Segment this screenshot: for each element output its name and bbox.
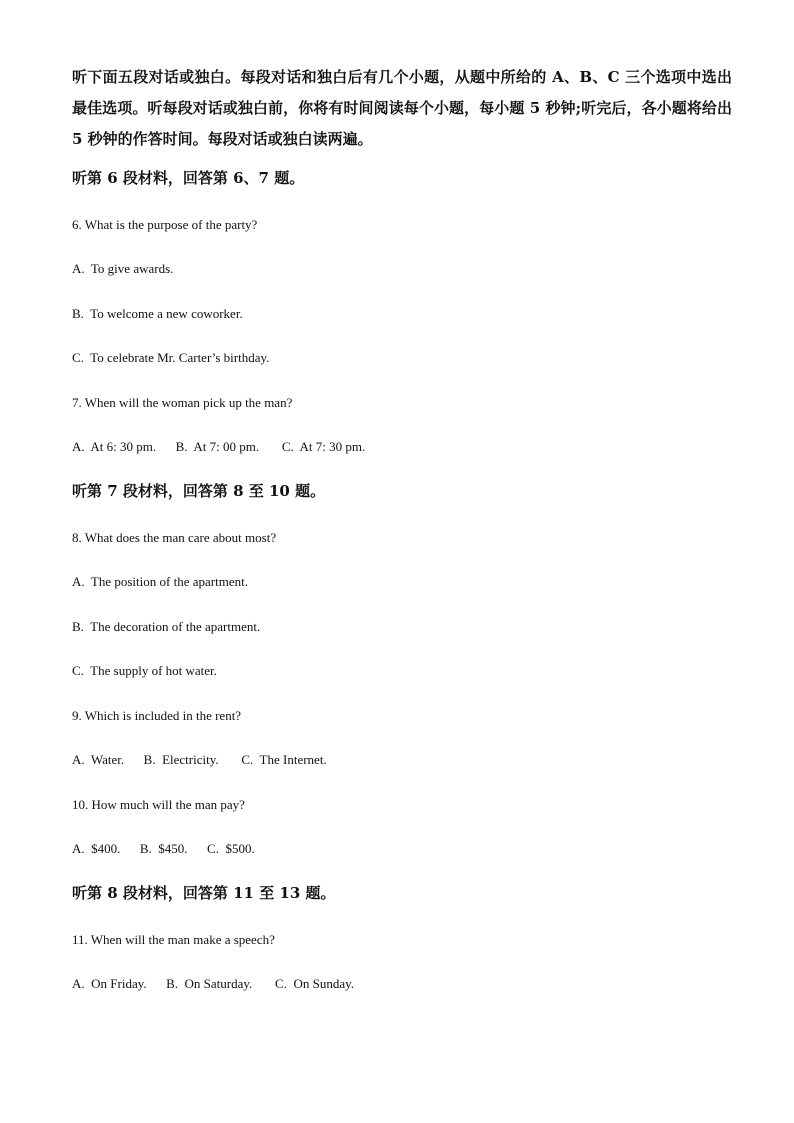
section-instructions: 听下面五段对话或独白。每段对话和独白后有几个小题，从题中所给的 A、B、C 三个选项中选出最佳选项。听每段对话或独白前，你将有时间阅读每个小题，每小题 5 秒钟;听完后，各小题将给出 5 秒钟的作答时间。每段对话或独白读两遍。 — [72, 68, 732, 148]
question-10-stem: 10. How much will the man pay? — [72, 796, 245, 812]
question-9-stem: 9. Which is included in the rent? — [72, 707, 242, 723]
question-6-option-c: C. To celebrate Mr. Carter’s birthday. — [72, 350, 270, 365]
question-6-stem: 6. What is the purpose of the party? — [72, 216, 258, 232]
question-11-options: A. On Friday. B. On Saturday. C. On Sunday. — [72, 976, 355, 991]
question-8-stem: 8. What does the man care about most? — [72, 529, 277, 545]
question-8-option-c: C. The supply of hot water. — [72, 663, 217, 678]
question-7-options: A. At 6: 30 pm. B. At 7: 00 pm. C. At 7: 30 pm. — [72, 439, 366, 454]
question-9-options: A. Water. B. Electricity. C. The Internet. — [72, 752, 327, 767]
section-heading-7: 听第 7 段材料，回答第 8 至 10 题。 — [72, 482, 326, 500]
question-6-option-a: A. To give awards. — [72, 261, 174, 276]
question-11-stem: 11. When will the man make a speech? — [72, 931, 275, 947]
question-7-stem: 7. When will the woman pick up the man? — [72, 394, 293, 410]
question-8-option-a: A. The position of the apartment. — [72, 574, 248, 589]
question-10-options: A. $400. B. $450. C. $500. — [72, 841, 255, 856]
section-heading-8: 听第 8 段材料，回答第 11 至 13 题。 — [72, 884, 336, 902]
question-8-option-b: B. The decoration of the apartment. — [72, 618, 261, 634]
document-page — [72, 62, 732, 993]
question-6-option-b: B. To welcome a new coworker. — [72, 305, 243, 321]
section-heading-6: 听第 6 段材料，回答第 6、7 题。 — [72, 169, 305, 187]
